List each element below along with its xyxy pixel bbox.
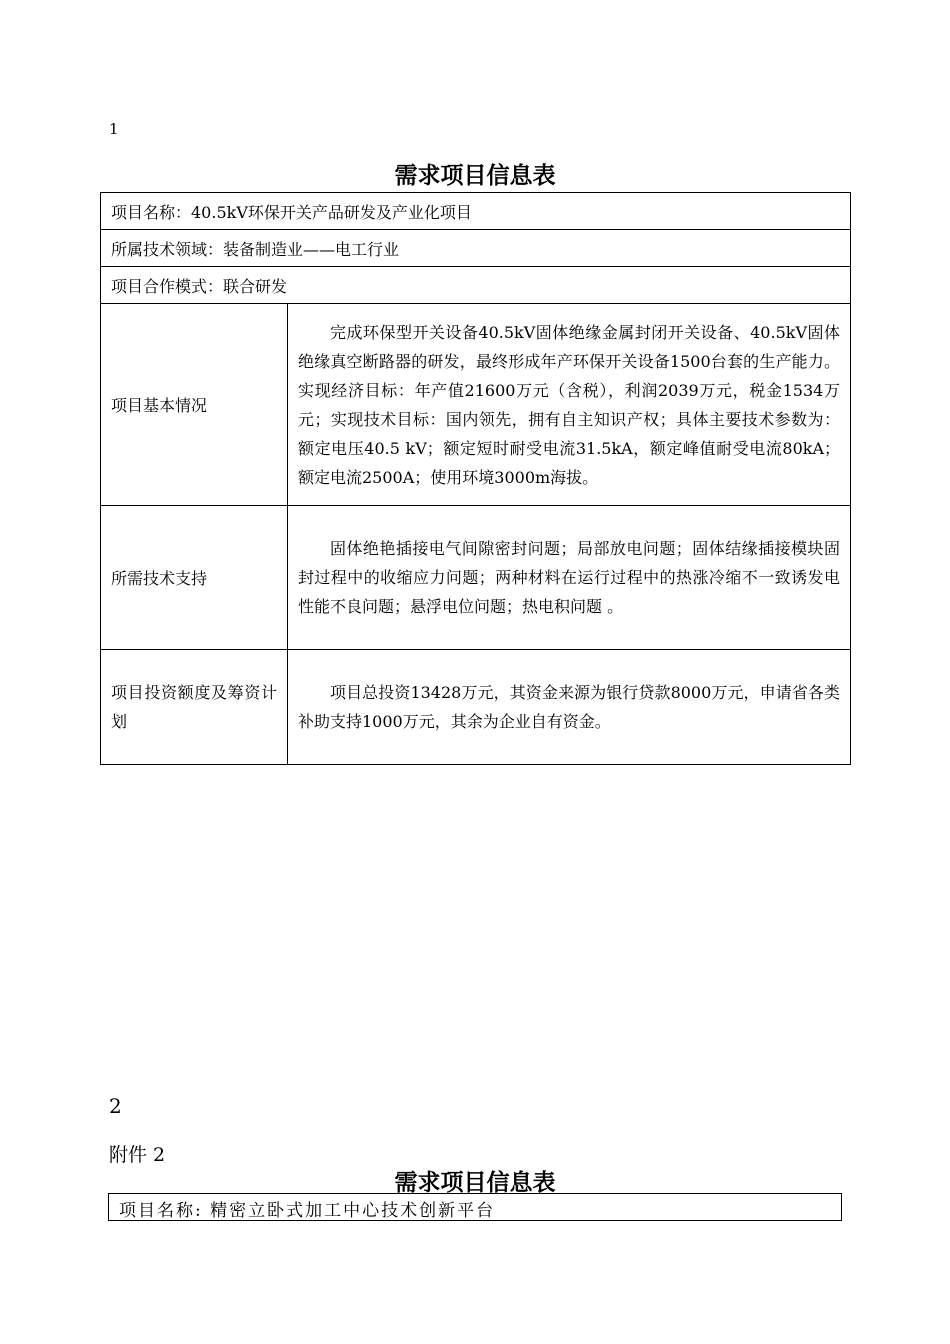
tech-field-cell: 所属技术领域：装备制造业——电工行业: [101, 230, 851, 267]
table-row: [101, 230, 851, 267]
table-title: 需求项目信息表: [394, 1170, 556, 1196]
project-name-box: [108, 1193, 842, 1221]
table-row: [101, 650, 851, 765]
project-name-cell: 项目名称：40.5kV环保开关产品研发及产业化项目: [101, 193, 851, 230]
page-number: 1: [109, 120, 119, 138]
table-row: [101, 193, 851, 230]
basic-info-label: 项目基本情况: [101, 304, 288, 506]
project-info-table: [100, 192, 851, 765]
basic-info-content: [288, 304, 851, 506]
table-title: 需求项目信息表: [394, 163, 556, 189]
table-row: [101, 506, 851, 650]
annex-label: 附件 2: [109, 1144, 166, 1166]
investment-text: 项目总投资13428万元，其资金来源为银行贷款8000万元，申请省各类补助支持1000万元，其余为企业自有资金。: [298, 683, 840, 731]
investment-content: [288, 650, 851, 765]
tech-support-content: [288, 506, 851, 650]
table-row: [101, 267, 851, 304]
table-row: [101, 304, 851, 506]
basic-info-text: 完成环保型开关设备40.5kV固体绝缘金属封闭开关设备、40.5kV固体绝缘真空断路器的研发，最终形成年产环保开关设备1500台套的生产能力。实现经济目标：年产值21600万元（含税），利润2039万元，税金1534万元；实现技术目标：国内领先，拥有自主知识产权；具体主要技术参数为：额定电压40.5 kV；额定短时耐受电流31.5kA，额定峰值耐受电流80kA；额定电流2500A；使用环境3000m海拔。: [298, 322, 840, 487]
page-number: 2: [109, 1094, 122, 1118]
project-name-text: 项目名称: 精密立卧式加工中心技术创新平台: [119, 1201, 496, 1221]
tech-support-label: 所需技术支持: [101, 506, 288, 650]
cooperation-mode-cell: 项目合作模式：联合研发: [101, 267, 851, 304]
tech-support-text: 固体绝艳插接电气间隙密封问题；局部放电问题；固体结缘插接模块固封过程中的收缩应力问题；两种材料在运行过程中的热涨冷缩不一致诱发电性能不良问题；悬浮电位问题；热电积问题 。: [298, 539, 840, 616]
investment-label: 项目投资额度及筹资计划: [101, 650, 288, 765]
